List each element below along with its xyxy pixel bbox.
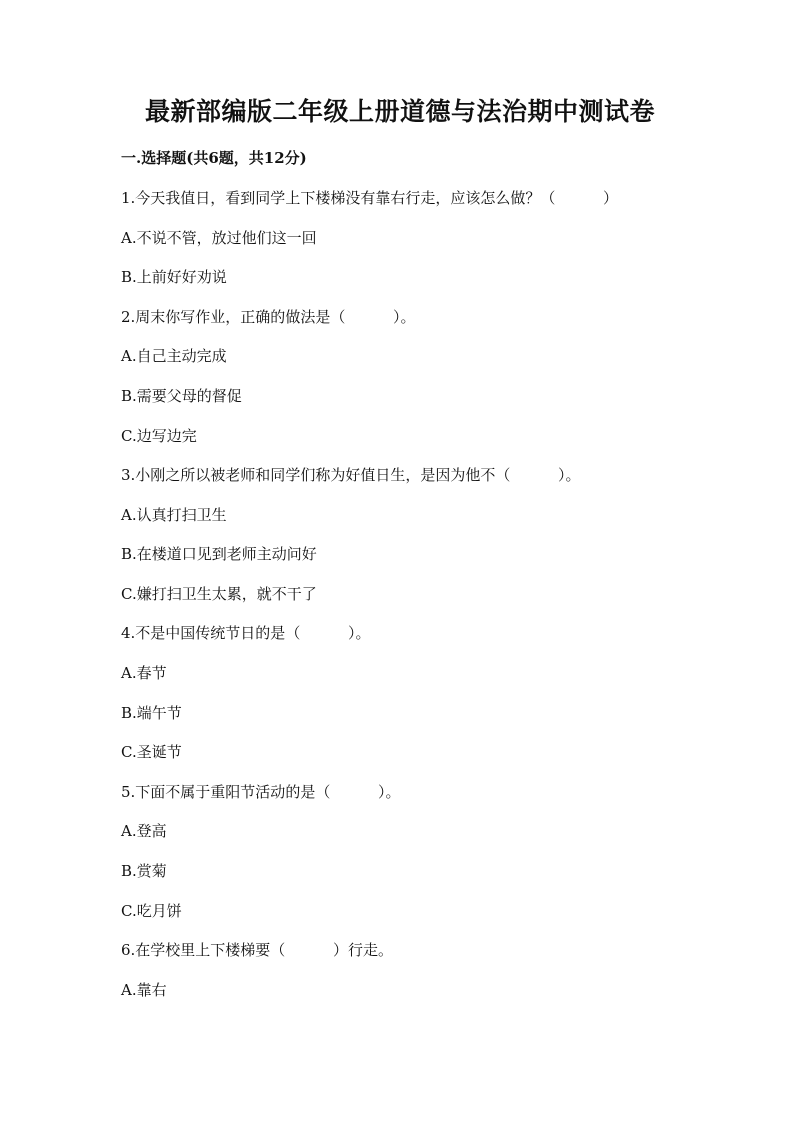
section-heading: 一.选择题(共6题，共12分)	[121, 149, 307, 167]
exam-title: 最新部编版二年级上册道德与法治期中测试卷	[144, 97, 655, 126]
question-5-option-a: A.登高	[121, 822, 167, 840]
question-2-option-c: C.边写边完	[121, 427, 197, 445]
question-1-option-a: A.不说不管，放过他们这一回	[121, 229, 317, 247]
question-3-stem: 3.小刚之所以被老师和同学们称为好值日生，是因为他不（ ）。	[121, 466, 581, 484]
question-5-stem: 5.下面不属于重阳节活动的是（ ）。	[121, 783, 401, 801]
question-2-stem: 2.周末你写作业，正确的做法是（ ）。	[121, 308, 416, 326]
question-2-option-b: B.需要父母的督促	[121, 387, 242, 405]
question-3-option-c: C.嫌打扫卫生太累，就不干了	[121, 585, 317, 603]
question-6-stem: 6.在学校里上下楼梯要（ ）行走。	[121, 941, 393, 959]
question-4-option-a: A.春节	[121, 664, 167, 682]
question-1-stem: 1.今天我值日，看到同学上下楼梯没有靠右行走，应该怎么做？（ ）	[121, 189, 618, 207]
question-3-option-a: A.认真打扫卫生	[121, 506, 227, 524]
question-5-option-b: B.赏菊	[121, 862, 167, 880]
question-6-option-a: A.靠右	[121, 981, 167, 999]
question-4-stem: 4.不是中国传统节日的是（ ）。	[121, 624, 371, 642]
question-5-option-c: C.吃月饼	[121, 902, 182, 920]
question-2-option-a: A.自己主动完成	[121, 347, 227, 365]
question-4-option-b: B.端午节	[121, 704, 182, 722]
question-4-option-c: C.圣诞节	[121, 743, 182, 761]
question-1-option-b: B.上前好好劝说	[121, 268, 227, 286]
question-3-option-b: B.在楼道口见到老师主动问好	[121, 545, 317, 563]
